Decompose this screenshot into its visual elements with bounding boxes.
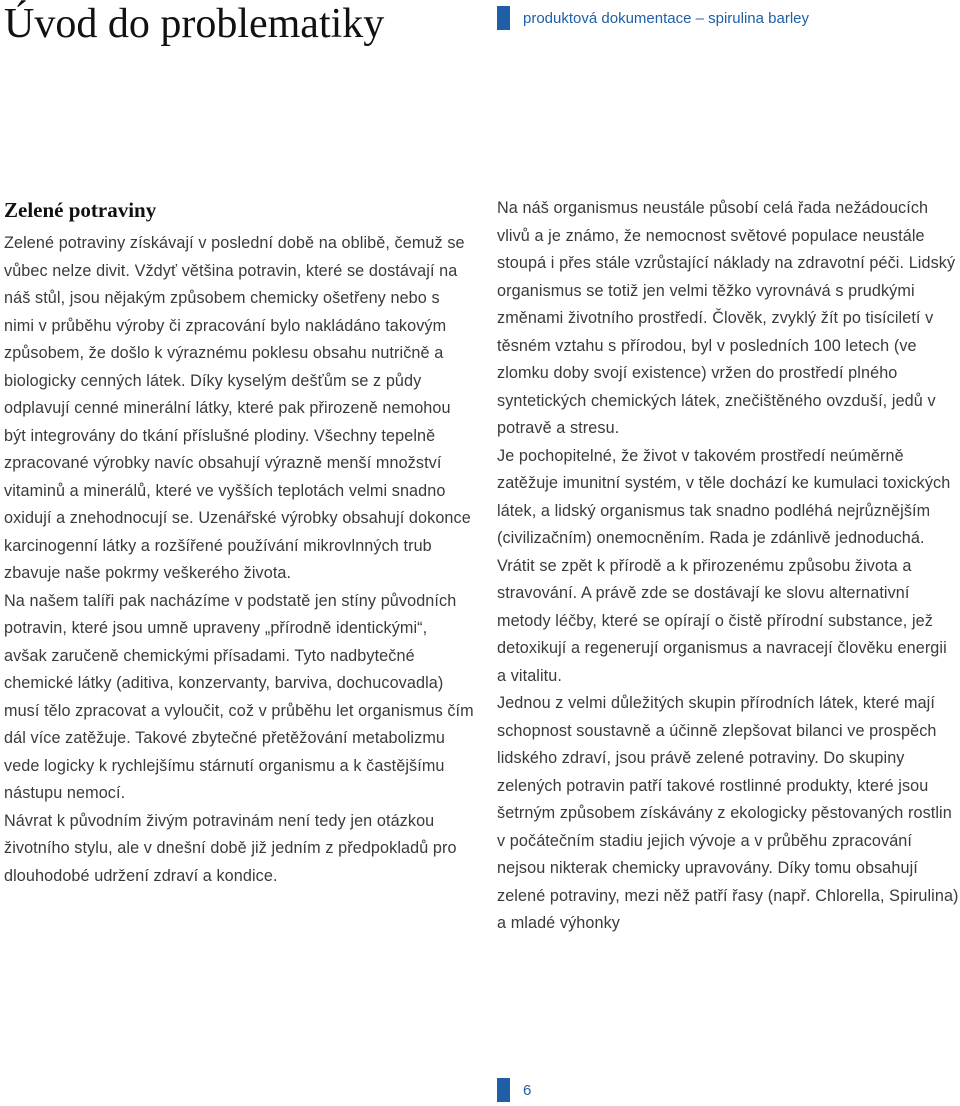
paragraph: Na náš organismus neustále působí celá řada nežádoucích vlivů a je známo, že nemocnost světové populace neustále stoupá i přes stále vzrůstající náklady na zdravotní péči. Lidský organismus se totiž jen velmi těžko vyrovnává s prudkými změnami životního prostředí. Člověk, zvyklý žít po tisíciletí v těsném vztahu s přírodou, byl v posledních 100 letech (ve zlomku doby svojí existence) vržen do prostředí plného syntetických chemických látek, znečištěného ovzduší, jedů v potravě a stresu. [497, 199, 956, 437]
paragraph: Jednou z velmi důležitých skupin přírodních látek, které mají schopnost soustavně a účinně zlepšovat bilanci ve prospěch lidského zdraví, jsou právě zelené potraviny. Do skupiny zelených potravin patří takové rostlinné produkty, které jsou šetrným způsobem získávány z ekologicky pěstovaných rostlin v počátečním stadiu jejich vývoje a v průběhu zpracování nejsou nikterak chemicky upravovány. Díky tomu obsahují zelené potraviny, mezi něž patří řasy (např. Chlorella, Spirulina) a mladé výhonky [497, 694, 959, 932]
paragraph: Návrat k původním živým potravinám není tedy jen otázkou životního stylu, ale v dnešní době již jedním z předpokladů pro dlouhodobé udržení zdraví a kondice. [4, 811, 457, 885]
section-heading: Zelené potraviny [4, 198, 157, 222]
accent-bar [497, 6, 510, 30]
paragraph: Je pochopitelné, že život v takovém prostředí neúměrně zatěžuje imunitní systém, v těle dochází ke kumulaci toxických látek, a lidský organismus tak snadno podléhá nejrůznějším (civilizačním) onemocněním. Rada je zdánlivě jednoduchá. Vrátit se zpět k přírodě a k přirozenému způsobu života a stravování. A právě zde se dostávají ke slovu alternativní metody léčby, které se opírají o čistě přírodní substance, jež detoxikují a regenerují organismus a navracejí člověku energii a vitalitu. [497, 446, 951, 685]
page-title: Úvod do problematiky [4, 1, 385, 47]
paragraph: Na našem talíři pak nacházíme v podstatě jen stíny původních potravin, které jsou umně upraveny „přírodně identickými“, avšak zaručeně chemickými přísadami. Tyto nadbytečné chemické látky (aditiva, konzervanty, barviva, dochucovadla) musí tělo zpracovat a vyloučit, což v průběhu let organismus čím dál více zatěžuje. Takové zbytečné přetěžování metabolizmu vede logicky k rychlejšímu stárnutí organismu a k častějšímu nástupu nemocí. [4, 591, 474, 802]
footer-accent-bar [497, 1078, 510, 1102]
document-tag-text: produktová dokumentace – spirulina barley [523, 9, 810, 27]
document-tag [497, 6, 809, 30]
page-footer [497, 1077, 531, 1103]
right-column [497, 195, 959, 938]
paragraph: Zelené potraviny získávají v poslední době na oblibě, čemuž se vůbec nelze divit. Vždyť většina potravin, které se dostávají na náš stůl, jsou nějakým způsobem chemicky ošetřeny nebo s nimi v průběhu výroby či zpracování bylo nakládáno takovým způsobem, že došlo k výraznému poklesu obsahu nutričně a biologicky cenných látek. Díky kyselým dešťům se z půdy odplavují cenné minerální látky, které pak přirozeně nemohou být integrovány do tkání příslušné plodiny. Všechny tepelně zpracované výrobky navíc obsahují výrazně menší množství vitaminů a minerálů, které ve vyšších teplotách velmi snadno oxidují a znehodnocují se. Uzenářské výrobky obsahují dokonce karcinogenní látky a rozšířené používání mikrovlnných trub zbavuje naše pokrmy veškerého života. [4, 234, 471, 582]
left-column [4, 196, 474, 890]
page-number: 6 [523, 1081, 532, 1099]
